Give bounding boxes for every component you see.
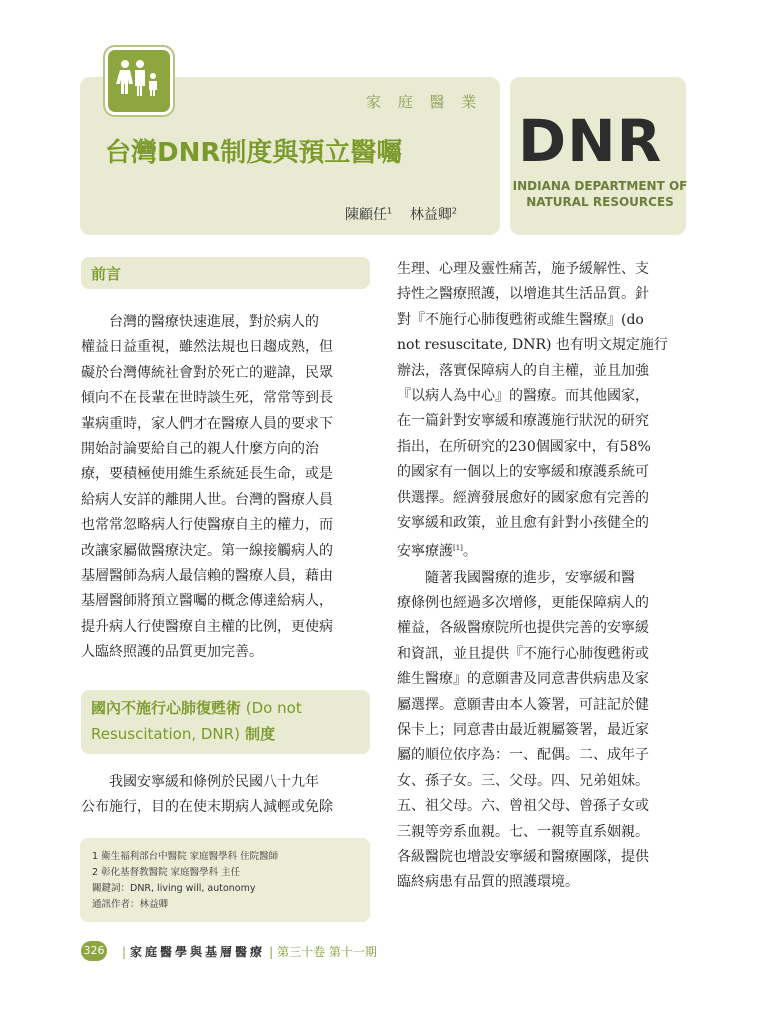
text-line: 提升病人行使醫療自主權的比例，更使病 xyxy=(81,618,333,635)
journal-footer: | 家庭醫學與基層醫療 | 第三十卷 第十一期 xyxy=(122,945,377,959)
text-line: 指出，在所研究的230個國家中，有58% xyxy=(397,438,651,455)
text-line: 隨著我國醫療的進步，安寧緩和醫 xyxy=(425,569,635,586)
text-line: 給病人安詳的離開人世。台灣的醫療人員 xyxy=(81,491,333,508)
text-fragment: 安寧療護 xyxy=(397,544,453,561)
section-heading-dnr xyxy=(81,690,370,754)
text-line: 女、孫子女。三、父母。四、兄弟姐妹。 xyxy=(397,772,649,789)
text-line: 也常常忽略病人行使醫療自主的權力，而 xyxy=(81,517,333,534)
text-line: 屬的順位依序為：一、配偶。二、成年子 xyxy=(397,747,649,764)
text-line: 和資訊，並且提供『不施行心肺復甦術或 xyxy=(397,645,649,662)
author-name: 林益卿 xyxy=(409,207,452,223)
section-heading-intro xyxy=(81,257,370,289)
text-line: 臨終病患有品質的照護環境。 xyxy=(397,874,579,891)
intro-paragraph xyxy=(81,310,370,666)
page-title: 台灣DNR制度與預立醫囑 xyxy=(105,138,403,168)
text-line: 基層醫師將預立醫囑的概念傳達給病人， xyxy=(81,593,333,610)
footnote-box xyxy=(80,838,370,922)
text-line: 輩病重時，家人們才在醫療人員的要求下 xyxy=(81,415,333,432)
text-fragment: 。 xyxy=(462,544,477,561)
text-line: 基層醫師為病人最信賴的醫療人員，藉由 xyxy=(81,568,333,585)
text-line: 供選擇。經濟發展愈好的國家愈有完善的 xyxy=(397,489,649,506)
section-heading-text: 前言 xyxy=(91,265,122,283)
dnr-logo-subtitle xyxy=(512,178,688,210)
dnr-paragraph xyxy=(81,770,370,821)
footnote-line: 通訊作者：林益卿 xyxy=(92,899,169,910)
section-heading-text: 制度 xyxy=(239,725,276,743)
section-heading-text: 國內不施行心肺復甦術 xyxy=(91,699,242,717)
dnr-logo-line: INDIANA DEPARTMENT OF xyxy=(512,179,688,193)
text-line: 療條例也經過多次增修，更能保障病人的 xyxy=(397,594,649,611)
text-line: 公布施行，目的在使末期病人減輕或免除 xyxy=(81,799,333,816)
text-line: 我國安寧緩和條例於民國八十九年 xyxy=(109,774,319,790)
text-line: 屬選擇。意願書由本人簽署，可註記於健 xyxy=(397,696,649,713)
author-affil: 1 xyxy=(387,206,393,216)
text-line: 權益日益重視，雖然法規也日趨成熟，但 xyxy=(81,339,333,356)
footnote-line: 1 衛生福利部台中醫院 家庭醫學科 住院醫師 xyxy=(92,851,279,862)
text-line: 維生醫療』的意願書及同意書供病患及家 xyxy=(397,671,649,688)
text-line: 改讓家屬做醫療決定。第一線接觸病人的 xyxy=(81,542,333,559)
footnote-line: 關鍵詞：DNR, living will, autonomy xyxy=(92,883,256,894)
journal-issue: 第三十卷 第十一期 xyxy=(277,945,377,959)
text-line: 『以病人為中心』的醫療。而其他國家， xyxy=(397,388,649,405)
section-heading-text: Resuscitation, DNR) xyxy=(91,725,240,743)
text-line: 各級醫院也增設安寧緩和醫療團隊，提供 xyxy=(397,849,649,865)
family-icon xyxy=(105,47,173,115)
right-column xyxy=(397,257,687,896)
page-number: 326 xyxy=(81,941,107,961)
author-affil: 2 xyxy=(451,206,457,216)
dnr-logo-line: NATURAL RESOURCES xyxy=(526,195,674,209)
section-label: 家 庭 醫 業 xyxy=(366,93,483,111)
section-heading-text: (Do not xyxy=(241,699,302,717)
text-line: 礙於台灣傳統社會對於死亡的避諱，民眾 xyxy=(81,364,333,381)
text-line: 持性之醫療照護，以增進其生活品質。針 xyxy=(397,286,649,303)
text-line: 三親等旁系血親。七、一親等直系姻親。 xyxy=(397,823,649,840)
text-line: 保卡上；同意書由最近親屬簽署，最近家 xyxy=(397,721,649,738)
text-line: 的國家有一個以上的安寧緩和療護系統可 xyxy=(397,464,649,481)
author-name: 陳顧任 xyxy=(345,207,387,223)
reference-marker: [1] xyxy=(453,544,463,553)
text-line: 安寧緩和政策，並且愈有針對小孩健全的 xyxy=(397,515,649,532)
authors xyxy=(345,204,457,224)
text-line: 辦法，落實保障病人的自主權，並且加強 xyxy=(397,362,649,379)
text-line: not resuscitate, DNR) 也有明文規定施行 xyxy=(397,337,668,354)
footnote-line: 2 彰化基督教醫院 家庭醫學科 主任 xyxy=(92,867,241,878)
text-line: 五、祖父母。六、曾祖父母、曾孫子女或 xyxy=(397,798,649,815)
text-line: 台灣的醫療快速進展，對於病人的 xyxy=(109,314,319,330)
text-line: 權益，各級醫療院所也提供完善的安寧緩 xyxy=(397,620,649,637)
text-line: 開始討論要給自己的親人什麼方向的治 xyxy=(81,441,319,458)
text-line: 在一篇針對安寧緩和療護施行狀況的研究 xyxy=(397,413,649,430)
text-line: 傾向不在長輩在世時談生死，常常等到長 xyxy=(81,390,333,407)
text-line: 對『不施行心肺復甦術或維生醫療』(do xyxy=(397,311,644,328)
text-line: 人臨終照護的品質更加完善。 xyxy=(81,644,263,661)
text-line: 生理、心理及靈性痛苦，施予緩解性、支 xyxy=(397,261,649,277)
care-paragraph xyxy=(397,566,687,896)
text-line xyxy=(397,536,687,565)
journal-name: 家庭醫學與基層醫療 xyxy=(130,945,266,959)
dnr-logo-text: DNR xyxy=(518,107,663,175)
text-line: 療，要積極使用維生系統延長生命，或是 xyxy=(81,466,333,483)
